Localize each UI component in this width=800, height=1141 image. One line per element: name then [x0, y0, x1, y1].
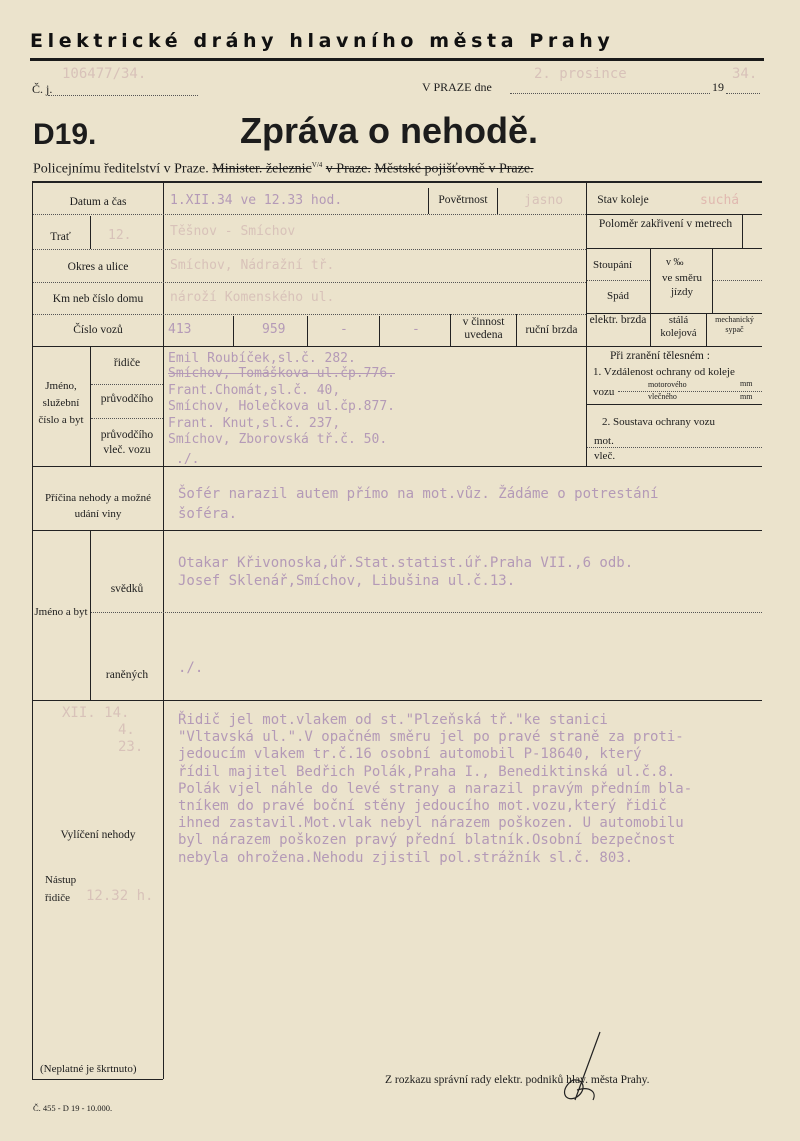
year-value: 34.	[732, 66, 758, 82]
page-title: Zpráva o nehodě.	[240, 110, 539, 151]
value-vyliceni-date-1: XII. 14.	[62, 705, 130, 721]
vyliceni-line: "Vltavská ul.".V opačném směru jel po pravé straně za proti-	[178, 729, 684, 746]
label-zraneni-title: Při zranění tělesném :	[610, 350, 710, 362]
label-povetrnost: Povětrnost	[438, 194, 488, 206]
value-trat: 12.	[108, 228, 132, 243]
addressee-insurance: Městské pojišťovně v Praze.	[374, 161, 534, 177]
value-km: nároží Komenského ul.	[170, 290, 335, 305]
value-vyliceni-date-2: 4.	[118, 722, 135, 738]
value-svedek-2: Josef Sklenář,Smíchov, Libušina ul.č.13.	[178, 573, 516, 589]
label-jmeno-group: Jméno, služební číslo a byt	[38, 380, 84, 426]
addressee-police: Policejnímu ředitelství v Praze.	[33, 161, 209, 177]
label-stoupani: Stoupání	[593, 259, 633, 271]
label-nastup: Nástup řidiče	[45, 874, 77, 904]
value-pricina-line2: šoféra.	[178, 506, 238, 522]
value-pricina-line1: Šofér narazil autem přímo na mot.vůz. Žádáme o potrestání	[178, 486, 659, 502]
vyliceni-line: řídil majitel Bedřich Polák,Praha I., Benediktinská ul.č.8.	[178, 763, 676, 780]
year-prefix: 19	[712, 80, 724, 94]
organization-header: Elektrické dráhy hlavního města Prahy	[30, 30, 615, 52]
value-trat-route: Těšnov - Smíchov	[170, 224, 296, 239]
form-bottom-border	[32, 1079, 163, 1080]
form-code: D19.	[33, 118, 97, 151]
label-vlec: vleč.	[594, 450, 616, 462]
form-top-border	[32, 181, 762, 183]
addressee-railway: v Praze.	[325, 161, 371, 177]
label-elektr-brzda: elektr. brzda	[589, 314, 647, 326]
vyliceni-line: tníkem do pravé boční stěny jedoucího mot.vozu,který řidič	[178, 798, 667, 815]
addressees	[33, 161, 534, 178]
header-rule	[30, 58, 764, 61]
label-polomer: Poloměr zakřivení v metrech	[598, 218, 733, 230]
label-ve-smeru: ve směru jízdy	[661, 272, 702, 298]
form-number: Č. 455 - D 19 - 10.000.	[33, 1103, 113, 1113]
label-trat: Trať	[50, 231, 71, 243]
label-stav-koleje: Stav koleje	[597, 194, 649, 206]
addressee-ministry-sup: V/4	[311, 161, 323, 169]
value-vlec-name: Frant. Knut,sl.č. 237,	[168, 416, 341, 431]
value-vuz-3: -	[340, 322, 348, 337]
label-ranenych: raněných	[105, 669, 149, 681]
label-pruvodciho-vlec: průvodčího vleč. vozu	[100, 429, 154, 456]
right-panel-divider	[586, 181, 587, 466]
vyliceni-line: nebyla ohrožena.Nehodu zjistil pol.strážník sl.č. 803.	[178, 849, 634, 866]
value-vuz-1: 413	[168, 322, 192, 337]
label-vozu: vozu	[593, 386, 615, 398]
label-vyliceni: Vylíčení nehody	[60, 829, 136, 841]
value-vuz-2: 959	[262, 322, 286, 337]
label-datum: Datum a čas	[69, 196, 127, 208]
form-left-border	[32, 181, 33, 1079]
vyliceni-line: byl nárazem poškozen pravý přední blatník.Osobní bezpečnost	[178, 832, 676, 849]
label-jmeno-byt: Jméno a byt	[34, 606, 88, 618]
label-stala-kolejova: stálá kolejová	[660, 315, 697, 339]
value-ridic-name: Emil Roubíček,sl.č. 282.	[168, 351, 356, 366]
value-svedek-1: Otakar Křivonoska,úř.Stat.statist.úř.Praha VII.,6 odb.	[178, 555, 634, 571]
value-pruvodci-address: Smíchov, Holečkova ul.čp.877.	[168, 399, 395, 414]
value-vuz-4: -	[412, 322, 420, 337]
value-nastup: 12.32 h.	[86, 888, 154, 904]
label-ridice: řidiče	[113, 357, 141, 369]
label-mm-2: mm	[740, 392, 753, 401]
place-date-label: V PRAZE dne	[422, 80, 492, 94]
vyliceni-line: jedoucím vlakem tr.č.16 osobní automobil P-18640, který	[178, 746, 642, 763]
label-km: Km neb číslo domu	[52, 293, 144, 305]
label-column-divider	[163, 181, 164, 1079]
footer-signature-text: Z rozkazu správní rady elektr. podniků hlav. města Prahy.	[385, 1074, 650, 1086]
label-okres: Okres a ulice	[67, 261, 129, 273]
label-svedku: svědků	[110, 583, 144, 595]
label-mechanicky-sypac: mechanický sypač	[715, 315, 754, 334]
label-rucni-brzda: ruční brzda	[525, 324, 578, 336]
value-pruvodci-name: Frant.Chomát,sl.č. 40,	[168, 383, 341, 398]
label-spad: Spád	[607, 290, 629, 302]
value-ridic-address: Smíchov, Tomáškova ul.čp.776.	[168, 366, 395, 381]
value-datum: 1.XII.34 ve 12.33 hod.	[170, 193, 343, 208]
cislo-value: 106477/34.	[62, 66, 147, 82]
label-mm-1: mm	[740, 379, 753, 388]
vyliceni-line: Polák vjel náhle do levé strany a narazil pravým předním bla-	[178, 780, 693, 797]
signature-icon	[555, 1030, 615, 1105]
label-pricina: Příčina nehody a možné udání viny	[45, 492, 151, 520]
date-value: 2. prosince	[534, 66, 627, 82]
vyliceni-line: ihned zastavil.Mot.vlak nebyl nárazem poškozen. U automobilu	[178, 815, 684, 832]
label-neplatne: (Neplatné je škrtnuto)	[40, 1063, 137, 1075]
value-okres: Smíchov, Nádražní tř.	[170, 258, 335, 273]
addressee-ministry: Minister. železnic	[212, 161, 312, 177]
label-vlecneho: vlečného	[648, 392, 677, 401]
label-soustava: 2. Soustava ochrany vozu	[602, 416, 716, 428]
cislo-label: Č. j.	[32, 82, 53, 96]
value-povetrnost: jasno	[524, 193, 564, 208]
label-pruvodciho: průvodčího	[100, 393, 154, 405]
value-raneni: ./.	[178, 660, 204, 676]
label-cislo-vozu: Číslo vozů	[73, 324, 123, 336]
value-vlec-address: Smíchov, Zborovská tř.č. 50.	[168, 432, 388, 447]
label-promile: v ‰	[666, 257, 684, 268]
label-motoroveho: motorového	[648, 380, 687, 389]
label-vzdalenost: 1. Vzdálenost ochrany od koleje	[593, 366, 735, 378]
label-mot: mot.	[594, 435, 614, 447]
vyliceni-line: Řidič jel mot.vlakem od st."Plzeňská tř."ke stanici	[178, 712, 608, 728]
vyliceni-text	[178, 712, 692, 867]
value-vlec-extra: ./.	[176, 452, 200, 467]
value-vyliceni-date-3: 23.	[118, 739, 144, 755]
label-v-cinnost: v činnost uvedena	[462, 316, 505, 341]
value-stav-koleje: suchá	[700, 193, 740, 208]
